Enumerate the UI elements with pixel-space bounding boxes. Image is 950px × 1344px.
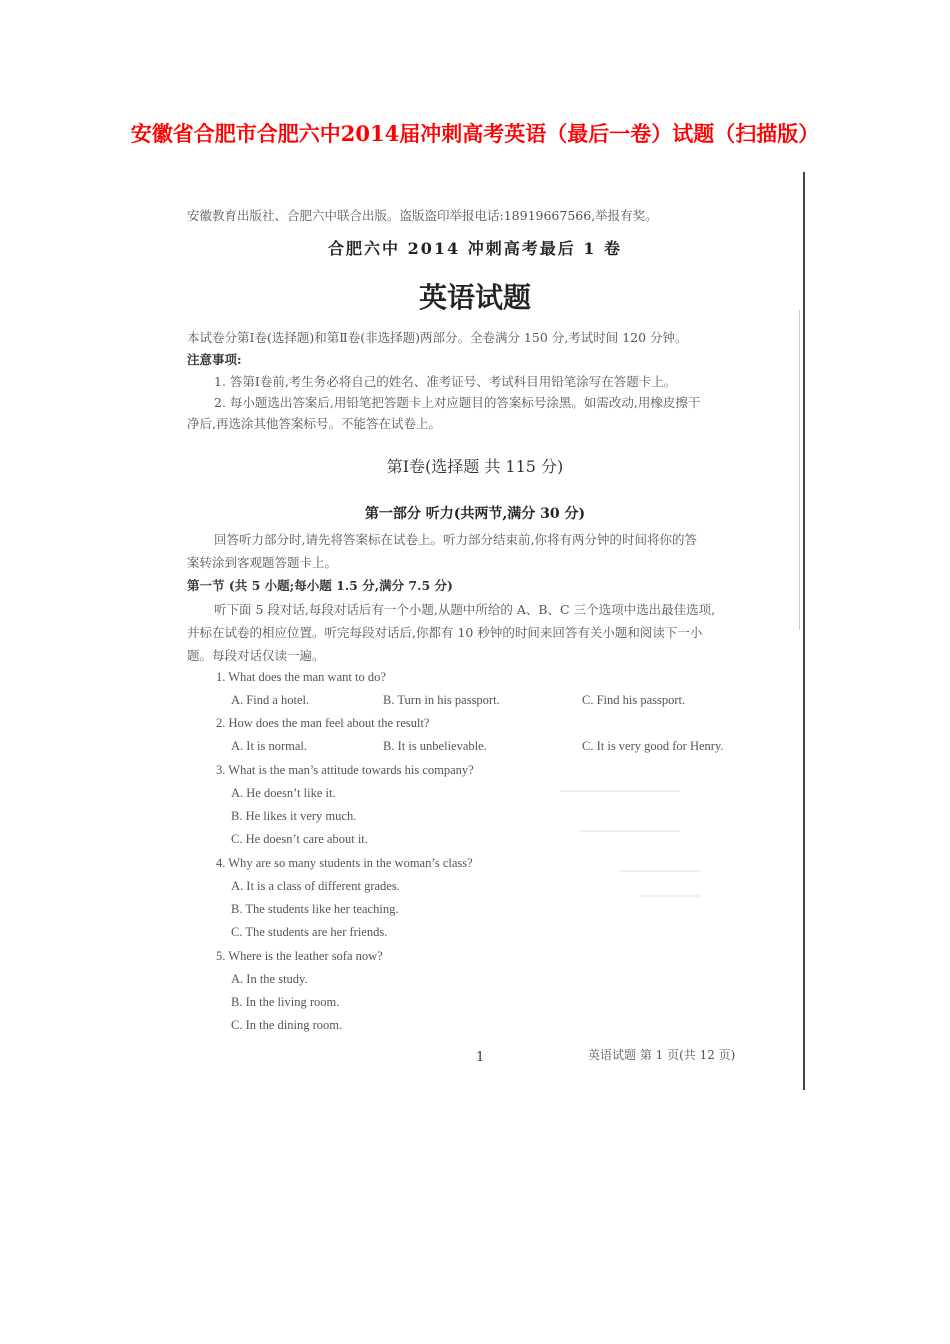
document-title: 安徽省合肥市合肥六中2014届冲刺高考英语（最后一卷）试题（扫描版） — [130, 121, 820, 146]
question-4-option-b: B. The students like her teaching. — [231, 902, 399, 916]
question-1-option-c: C. Find his passport. — [582, 693, 686, 707]
exam-subtitle: 合肥六中 2014 冲刺高考最后 1 卷 — [328, 239, 622, 258]
question-2: 2. How does the man feel about the result? — [216, 716, 430, 730]
question-1-option-a: A. Find a hotel. — [231, 693, 310, 707]
page-edge-line — [803, 172, 805, 1090]
section-title: 第Ⅰ卷(选择题 共 115 分) — [386, 457, 564, 476]
note-1: 1. 答第Ⅰ卷前,考生务必将自己的姓名、准考证号、考试科目用铅笔涂写在答题卡上。 — [214, 374, 677, 389]
exam-main-title: 英语试题 — [418, 281, 531, 314]
note-2-line-1: 2. 每小题选出答案后,用铅笔把答题卡上对应题目的答案标号涂黑。如需改动,用橡皮擦干 — [214, 395, 701, 410]
part-title: 第一部分 听力(共两节,满分 30 分) — [364, 506, 586, 522]
part-instruction-line-2: 案转涂到客观题答题卡上。 — [187, 555, 338, 570]
scan-bleed-mark — [580, 830, 680, 832]
question-2-option-a: A. It is normal. — [231, 739, 308, 753]
scan-bleed-mark — [560, 790, 680, 792]
notes-heading: 注意事项: — [187, 352, 242, 367]
question-3: 3. What is the man’s attitude towards his company? — [216, 763, 474, 777]
question-5-option-c: C. In the dining room. — [231, 1018, 343, 1032]
question-5-option-b: B. In the living room. — [231, 995, 340, 1009]
scan-bleed-mark — [620, 870, 700, 872]
scan-bleed-mark — [640, 895, 700, 897]
section-1-instruction-line-2: 并标在试卷的相应位置。听完每段对话后,你都有 10 秒钟的时间来回答有关小题和阅读下一小 — [187, 625, 703, 640]
question-4: 4. Why are so many students in the woman’s class? — [216, 856, 473, 870]
note-2-line-2: 净后,再选涂其他答案标号。不能答在试卷上。 — [187, 416, 441, 431]
question-1: 1. What does the man want to do? — [216, 670, 386, 684]
question-5-option-a: A. In the study. — [231, 972, 308, 986]
section-1-heading: 第一节 (共 5 小题;每小题 1.5 分,满分 7.5 分) — [187, 578, 453, 593]
question-1-option-b: B. Turn in his passport. — [383, 693, 500, 707]
page-number: 1 — [476, 1050, 485, 1065]
page-edge-shadow — [799, 310, 800, 630]
question-2-option-b: B. It is unbelievable. — [383, 739, 487, 753]
question-3-option-c: C. He doesn’t care about it. — [231, 832, 368, 846]
publisher-line: 安徽教育出版社、合肥六中联合出版。盗版盗印举报电话:18919667566,举报有奖。 — [187, 208, 658, 223]
exam-intro: 本试卷分第Ⅰ卷(选择题)和第Ⅱ卷(非选择题)两部分。全卷满分 150 分,考试时间 120 分钟。 — [187, 330, 688, 345]
part-instruction-line-1: 回答听力部分时,请先将答案标在试卷上。听力部分结束前,你将有两分钟的时间将你的答 — [214, 532, 697, 547]
section-1-instruction-line-1: 听下面 5 段对话,每段对话后有一个小题,从题中所给的 A、B、C 三个选项中选出最佳选项, — [214, 602, 716, 617]
question-3-option-b: B. He likes it very much. — [231, 809, 357, 823]
page-footer: 英语试题 第 1 页(共 12 页) — [588, 1048, 736, 1062]
section-1-instruction-line-3: 题。每段对话仅读一遍。 — [187, 648, 325, 663]
question-5: 5. Where is the leather sofa now? — [216, 949, 383, 963]
question-2-option-c: C. It is very good for Henry. — [582, 739, 724, 753]
question-3-option-a: A. He doesn’t like it. — [231, 786, 336, 800]
question-4-option-c: C. The students are her friends. — [231, 925, 388, 939]
question-4-option-a: A. It is a class of different grades. — [231, 879, 400, 893]
